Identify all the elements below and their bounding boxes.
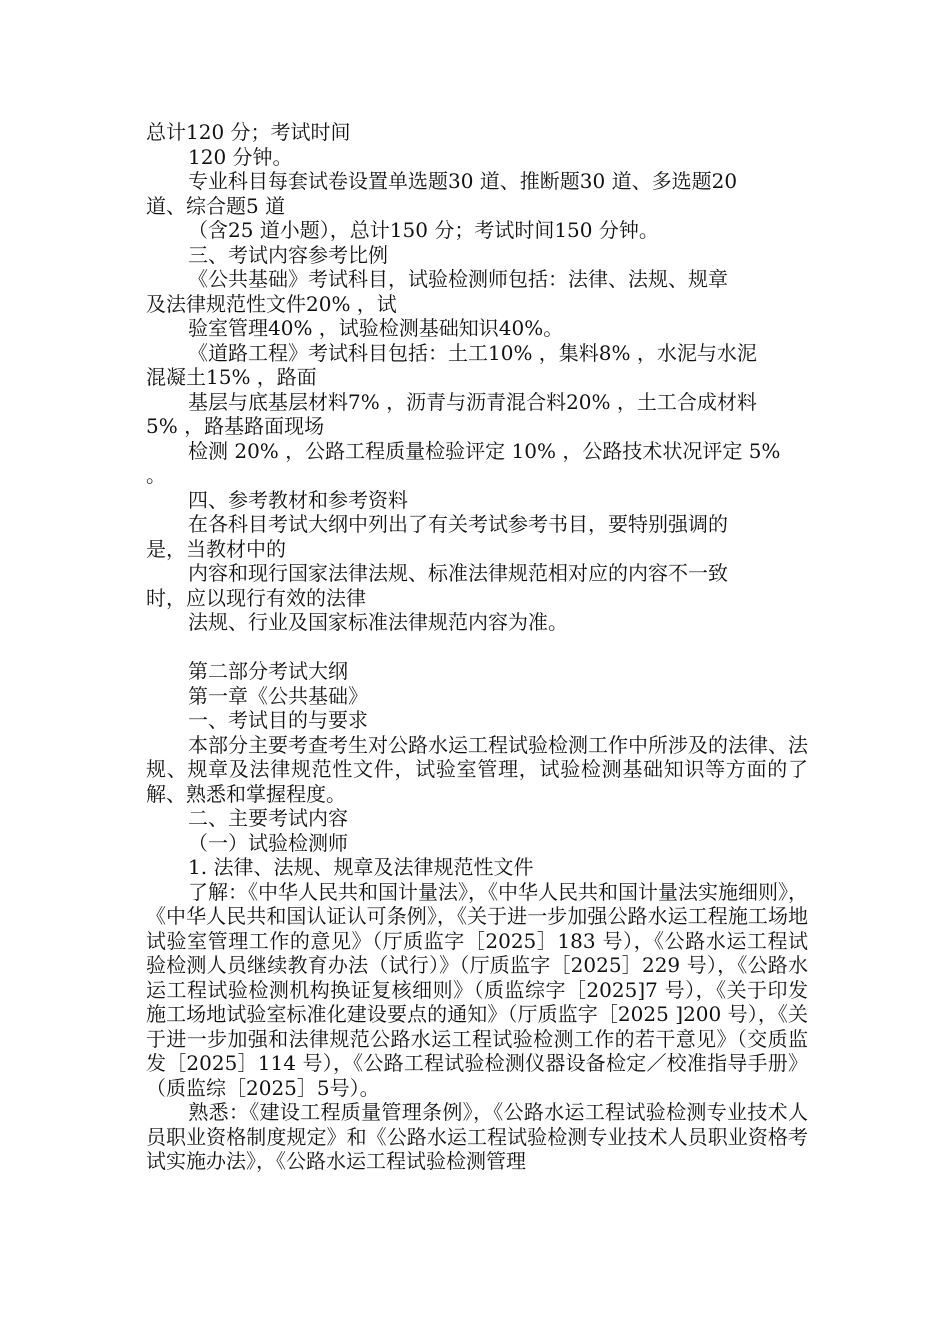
text-line: 专业科目每套试卷设置单选题30 道、推断题30 道、多选题20 [188, 169, 738, 193]
subsection-heading: （一）试验检测师 [188, 830, 348, 855]
text-line: 《公共基础》考试科目，试验检测师包括：法律、法规、规章 [188, 267, 728, 291]
paragraph [146, 1100, 808, 1174]
paragraph-text: 了解：《中华人民共和国计量法》，《中华人民共和国计量法实施细则》，《中华人民共和国认证认可条例》，《关于进一步加强公路水运工程施工场地试验室管理工作的意见》（厅质监字［2025］183 号），《公路水运工程试验检测人员继续教育办法（试行）》（厅质监字［2025］229 号），《公路水运工程试验检测机构换证复核细则》（质监综字［2025]7 号），《关于印发施工场地试验室标准化建设要点的通知》（厅质监字［2025 ]200 号），《关于进一步加强和法律规范公路水运工程试验检测工作的若干意见》（交质监发［2025］114 号），《公路工程试验检测仪器设备检定／校准指导手册》（质监综［2025］5号）。 [146, 879, 808, 1100]
text-line: 基层与底基层材料7% ，沥青与沥青混合料20% ，土工合成材料 [188, 389, 757, 414]
section-heading: 一、考试目的与要求 [188, 708, 368, 732]
text-line: 。 [146, 463, 166, 487]
part-heading: 第二部分考试大纲 [188, 659, 348, 683]
section-heading: 四、参考教材和参考资料 [188, 487, 408, 512]
text-line: 时，应以现行有效的法律 [146, 585, 366, 610]
text-line: 法规、行业及国家标准法律规范内容为准。 [188, 610, 568, 634]
text-line: 《道路工程》考试科目包括：土工10% ，集料8% ，水泥与水泥 [188, 340, 757, 365]
text-line: 在各科目考试大纲中列出了有关考试参考书目，要特别强调的 [188, 512, 728, 536]
paragraph [146, 733, 808, 807]
text-line: 120 分钟。 [188, 144, 293, 169]
text-line: 是，当教材中的 [146, 536, 286, 561]
blank-line [146, 635, 808, 660]
section-heading: 三、考试内容参考比例 [188, 242, 388, 267]
item-heading: 1. 法律、法规、规章及法律规范性文件 [188, 855, 534, 879]
text-line: 内容和现行国家法律法规、标准法律规范相对应的内容不一致 [188, 561, 728, 585]
chapter-heading: 第一章《公共基础》 [188, 683, 368, 708]
text-line: 5% ，路基路面现场 [146, 414, 325, 438]
paragraph [146, 880, 808, 1101]
text-line: 道、综合题5 道 [146, 193, 286, 218]
document-page [146, 120, 808, 1174]
text-line: 总计120 分；考试时间 [146, 120, 351, 144]
text-line: 检测 20% ，公路工程质量检验评定 10% ，公路技术状况评定 5% [188, 438, 781, 463]
text-line: 验室管理40% ，试验检测基础知识40%。 [188, 316, 564, 340]
text-line: 混凝土15% ，路面 [146, 365, 317, 389]
paragraph-text: 熟悉：《建设工程质量管理条例》，《公路水运工程试验检测专业技术人员职业资格制度规定》和《公路水运工程试验检测专业技术人员职业资格考试实施办法》，《公路水运工程试验检测管理 [146, 1100, 808, 1173]
section-heading: 二、主要考试内容 [188, 806, 348, 830]
text-line: （含25 道小题），总计150 分；考试时间150 分钟。 [188, 218, 659, 242]
text-line: 及法律规范性文件20% ，试 [146, 291, 397, 316]
paragraph-text: 本部分主要考查考生对公路水运工程试验检测工作中所涉及的法律、法规、规章及法律规范性文件，试验室管理，试验检测基础知识等方面的了解、熟悉和掌握程度。 [146, 732, 808, 806]
